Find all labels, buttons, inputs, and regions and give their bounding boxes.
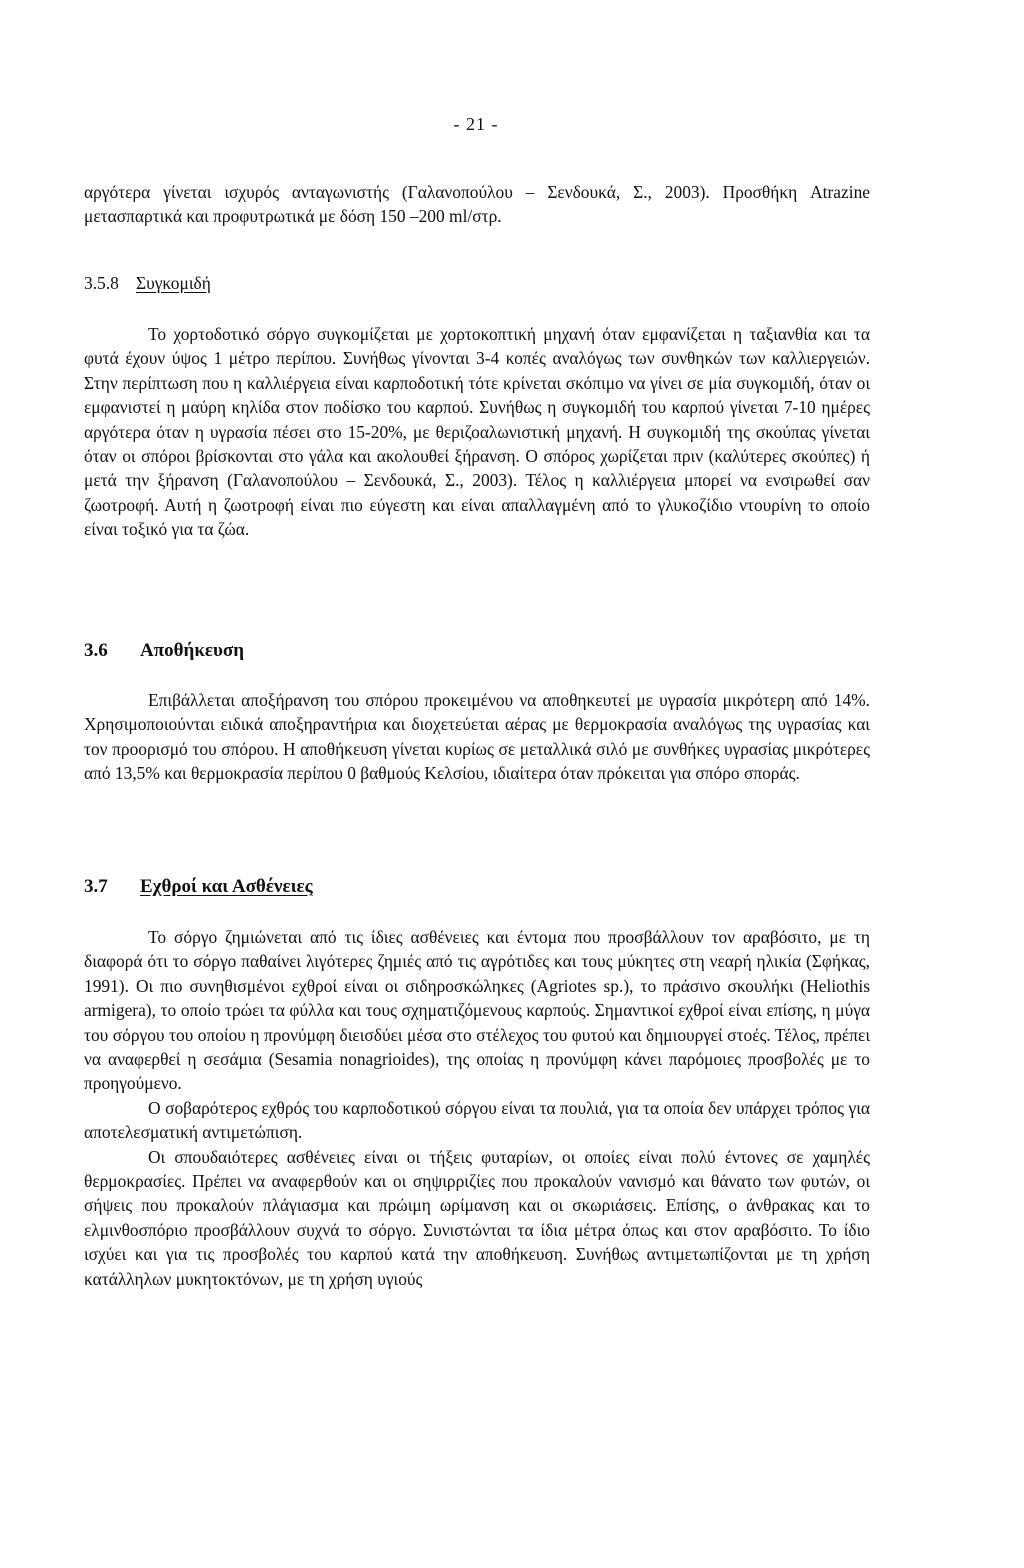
section-number: 3.5.8 [84, 273, 119, 293]
intro-paragraph-block [84, 180, 870, 229]
intro-paragraph: αργότερα γίνεται ισχυρός ανταγωνιστής (Γαλανοπούλου – Σενδουκά, Σ., 2003). Προσθήκη Atrazine μετασπαρτικά και προφυτρωτικά με δόση 150 –200 ml/στρ. [84, 182, 870, 227]
section-number: 3.7 [84, 876, 108, 897]
section-37-body [84, 925, 870, 1291]
section-title: Αποθήκευση [140, 640, 244, 661]
section-heading-37 [84, 874, 313, 900]
section-37-paragraph-1: Το σόργο ζημιώνεται από τις ίδιες ασθένειες και έντομα που προσβάλλουν τον αραβόσιτο, με τη διαφορά ότι το σόργο παθαίνει λιγότερες ζημιές από τις αγρότιδες και τους μύκητες στη νεαρή ηλικία (Σφήκας, 1991). Οι πιο συνηθισμένοι εχθροί είναι οι σιδηροσκώληκες (Agriotes sp.), το πράσινο σκουλήκι (Heliothis armigera), το οποίο τρώει τα φύλλα και τους σχηματιζόμενους καρπούς. Σημαντικοί εχθροί είναι επίσης, η μύγα του σόργου του οποίου η προνύμφη διεισδύει μέσα στο στέλεχος του φυτού και δημιουργεί στοές. Τέλος, πρέπει να αναφερθεί η σεσάμια (Sesamia nonagrioides), της οποίας η προνύμφη κάνει παρόμοιες προσβολές με το προηγούμενο. [84, 927, 870, 1094]
section-title: Εχθροί και Ασθένειες [140, 876, 313, 897]
section-37-paragraph-3: Οι σπουδαιότερες ασθένειες είναι οι τήξεις φυταρίων, οι οποίες είναι πολύ έντονες σε χαμηλές θερμοκρασίες. Πρέπει να αναφερθούν και οι σηψιρριζίες που προκαλούν νανισμό και θάνατο των φυτών, οι σήψεις που προκαλούν πλάγιασμα και πρώιμη ωρίμανση και οι σκωριάσεις. Επίσης, ο άνθρακας και το ελμινθοσπόριο προσβάλλουν συχνά το σόργο. Συνιστώνται τα ίδια μέτρα όπως και στον αραβόσιτο. Το ίδιο ισχύει και για τις προσβολές του καρπού κατά την αποθήκευση. Συνήθως αντιμετωπίζονται με τη χρήση κατάλληλων μυκητοκτόνων, με τη χρήση υγιούς [84, 1146, 870, 1289]
section-heading-36 [84, 638, 244, 664]
section-36-body [84, 688, 870, 786]
section-number: 3.6 [84, 640, 108, 661]
section-358-paragraph: Το χορτοδοτικό σόργο συγκομίζεται με χορτοκοπτική μηχανή όταν εμφανίζεται η ταξιανθία και τα φυτά έχουν ύψος 1 μέτρο περίπου. Συνήθως γίνονται 3-4 κοπές αναλόγως των συνθηκών των καλλιεργειών. Στην περίπτωση που η καλλιέργεια είναι καρποδοτική τότε κρίνεται σκόπιμο να γίνει σε μία συγκομιδή, όταν οι εμφανιστεί η μαύρη κηλίδα στον ποδίσκο του καρπού. Συνήθως η συγκομιδή του καρπού γίνεται 7-10 ημέρες αργότερα όταν η υγρασία πέσει στο 15-20%, με θεριζοαλωνιστική μηχανή. Η συγκομιδή της σκούπας γίνεται όταν οι σπόροι βρίσκονται στο γάλα και ακολουθεί ξήρανση. Ο σπόρος χωρίζεται πριν (καλύτερες σκούπες) ή μετά την ξήρανση (Γαλανοπούλου – Σενδουκά, Σ., 2003). Τέλος η καλλιέργεια μπορεί να ενσιρωθεί σαν ζωοτροφή. Αυτή η ζωοτροφή είναι πιο εύγεστη και είναι απαλλαγμένη από το γλυκοζίδιο ντουρίνη το οποίο είναι τοξικό για τα ζώα. [84, 324, 870, 540]
section-title: Συγκομιδή [136, 273, 211, 293]
section-37-paragraph-2: Ο σοβαρότερος εχθρός του καρποδοτικού σόργου είναι τα πουλιά, για τα οποία δεν υπάρχει τρόπος για αποτελεσματική αντιμετώπιση. [84, 1097, 870, 1143]
page-number: - 21 - [453, 114, 499, 134]
section-heading-358 [84, 271, 211, 295]
section-36-paragraph: Επιβάλλεται αποξήρανση του σπόρου προκειμένου να αποθηκευτεί με υγρασία μικρότερη από 14%. Χρησιμοποιούνται ειδικά αποξηραντήρια και διοχετεύεται αέρας με θερμοκρασία αναλόγως της υγρασίας και τον προορισμό του σπόρου. Η αποθήκευση γίνεται κυρίως σε μεταλλικά σιλό με συνθήκες υγρασίας μικρότερες από 13,5% και θερμοκρασία περίπου 0 βαθμούς Κελσίου, ιδιαίτερα όταν πρόκειται για σπόρο σποράς. [84, 690, 870, 784]
section-358-body [84, 322, 870, 542]
